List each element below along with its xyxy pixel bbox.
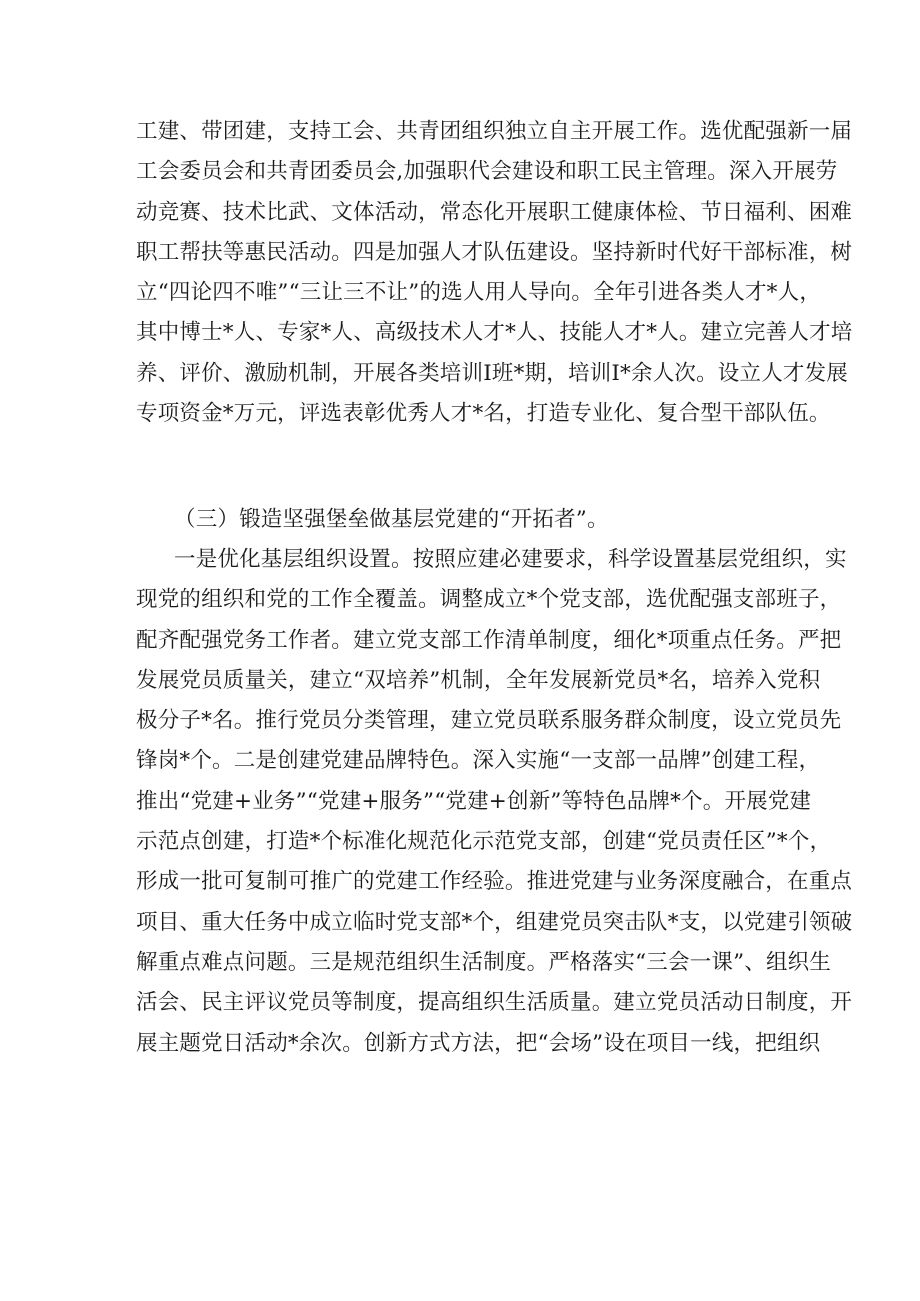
- section-heading: （三）锻造坚强堡垒做基层党建的“开拓者”。: [174, 507, 609, 532]
- text-line: 发展党员质量关，建立“双培养”机制，全年发展新党员*名，培养入党积: [136, 667, 821, 693]
- text-line: 养、评价、激励机制，开展各类培训I班*期，培训I*余人次。设立人才发展: [136, 360, 848, 386]
- section-heading-block: [136, 500, 786, 540]
- paragraph-party-building: [136, 540, 853, 1064]
- text-line: 职工帮扶等惠民活动。四是加强人才队伍建设。坚持新时代好干部标准，树: [136, 239, 853, 265]
- text-line: 锋岗*个。二是创建党建品牌特色。深入实施“一支部一品牌”创建工程，: [136, 748, 821, 774]
- text-line: 极分子*名。推行党员分类管理，建立党员联系服务群众制度，设立党员先: [136, 708, 842, 734]
- text-line: 工建、带团建，支持工会、共青团组织独立自主开展工作。选优配强新一届: [136, 119, 853, 144]
- paragraph-talent: [136, 112, 853, 434]
- text-line: 展主题党日活动*余次。创新方式方法，把“会场”设在项目一线，把组织: [136, 1030, 821, 1056]
- text-line: 现党的组织和党的工作全覆盖。调整成立*个党支部，选优配强支部班子，: [136, 587, 842, 613]
- text-line: 动竞赛、技术比武、文体活动，常态化开展职工健康体检、节日福利、困难: [136, 199, 853, 225]
- text-line: 活会、民主评议党员等制度，提高组织生活质量。建立党员活动日制度，开: [136, 990, 853, 1016]
- text-line: 形成一批可复制可推广的党建工作经验。推进党建与业务深度融合，在重点: [136, 869, 853, 895]
- text-line: 工会委员会和共青团委员会,加强职代会建设和职工民主管理。深入开展劳: [136, 159, 838, 185]
- text-line: 项目、重大任务中成立临时党支部*个，组建党员突击队*支，以党建引领破: [136, 909, 853, 935]
- text-line: 一是优化基层组织设置。按照应建必建要求，科学设置基层党组织，实: [174, 547, 847, 572]
- text-line: 解重点难点问题。三是规范组织生活制度。严格落实“三会一课”、组织生: [136, 949, 832, 975]
- text-line: 立“四论四不唯”“三让三不让”的选人用人导向。全年引进各类人才*人，: [136, 280, 822, 306]
- text-line: 专项资金*万元，评选表彰优秀人才*名，打造专业化、复合型干部队伍。: [136, 401, 831, 427]
- text-line: 推出“党建+业务”“党建+服务”“党建+创新”等特色品牌*个。开展党建: [136, 788, 812, 814]
- text-line: 示范点创建，打造*个标准化规范化示范党支部，创建“党员责任区”*个，: [136, 829, 832, 855]
- text-line: 其中博士*人、专家*人、高级技术人才*人、技能人才*人。建立完善人才培: [136, 320, 853, 346]
- text-line: 配齐配强党务工作者。建立党支部工作清单制度，细化*项重点任务。严把: [136, 627, 842, 653]
